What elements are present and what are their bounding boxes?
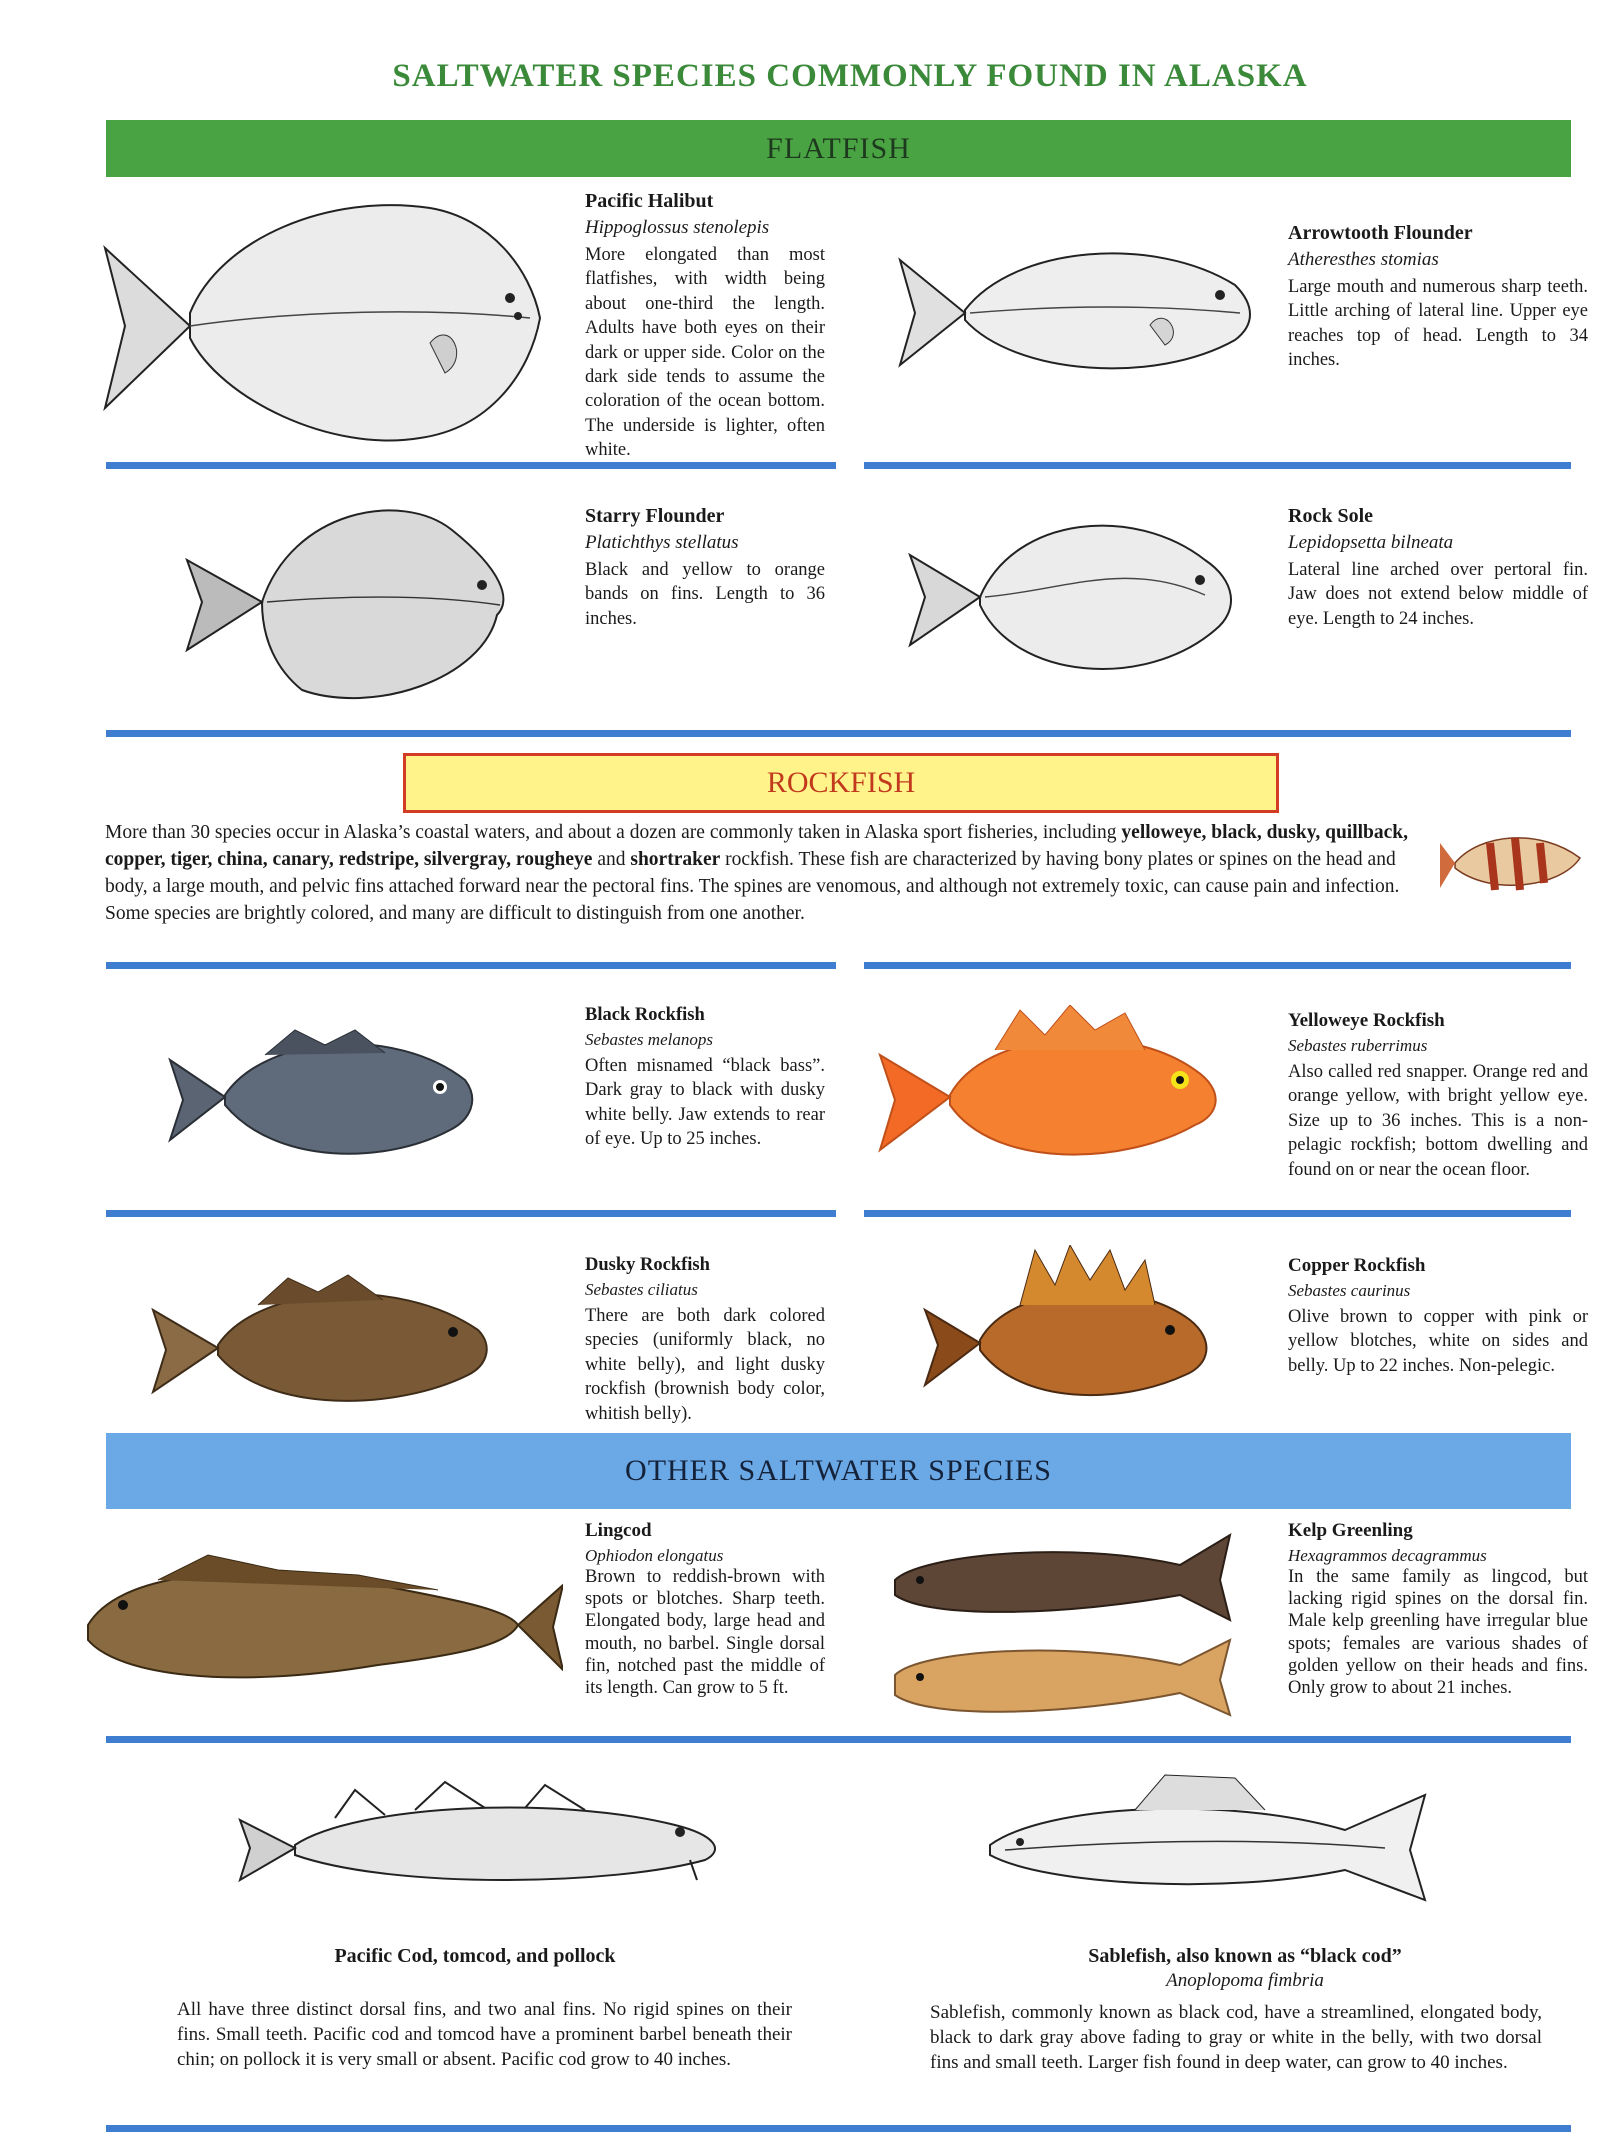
species-starry-flounder [585, 505, 825, 631]
divider-rule [864, 1210, 1571, 1217]
section-rockfish: ROCKFISH [403, 753, 1279, 813]
species-yelloweye-rockfish [1288, 1010, 1588, 1182]
intro-species-list: yelloweye, black, dusky, quillback, copper, tiger, china, canary, redstripe, silvergray, rougheye [105, 822, 1409, 870]
species-kelp-greenling [1288, 1520, 1588, 1699]
species-description: There are both dark colored species (uniformly black, no white belly), and light dusky rockfish (brownish body color, whitish belly). [585, 1306, 825, 1424]
species-pacific-cod [177, 1997, 792, 2072]
species-name: Copper Rockfish [1288, 1255, 1426, 1276]
rock-sole-illustration [905, 500, 1245, 695]
species-name: Lingcod [585, 1520, 652, 1541]
species-name: Arrowtooth Flounder [1288, 222, 1473, 244]
species-sablefish-title [935, 1945, 1555, 1996]
species-scientific-name: Sebastes ruberrimus [1288, 1036, 1428, 1055]
species-scientific-name: Platichthys stellatus [585, 532, 739, 553]
copper-rockfish-illustration [920, 1245, 1220, 1410]
species-name: Dusky Rockfish [585, 1255, 710, 1275]
kelp-greenling-illustration [890, 1525, 1235, 1725]
species-scientific-name: Ophiodon elongatus [585, 1546, 724, 1565]
arrowtooth-flounder-illustration [895, 225, 1260, 395]
species-lingcod [585, 1520, 825, 1699]
species-name: Black Rockfish [585, 1005, 705, 1025]
species-description: More elongated than most flatfishes, with width being about one-third the length. Adults have both eyes on their dark or upper side. Color on the dark side tends to assume the coloration of the ocean bottom. The underside is lighter, often white. [585, 245, 825, 461]
species-description: Sablefish, commonly known as black cod, have a streamlined, elongated body, black to dark gray above fading to gray or white in the belly, with two dorsal fins and small teeth. Larger fish found in deep water, can grow to 40 inches. [930, 2002, 1542, 2074]
species-black-rockfish [585, 1005, 825, 1152]
species-description: Large mouth and numerous sharp teeth. Little arching of lateral line. Upper eye reaches top of head. Length to 34 inches. [1288, 277, 1588, 371]
divider-rule [106, 1210, 836, 1217]
species-description: Brown to reddish-brown with spots or blotches. Sharp teeth. Elongated body, large head and mouth, no barbel. Single dorsal fin, notched past the middle of its length. Can grow to 5 ft. [585, 1567, 825, 1698]
species-name: Sablefish, also known as “black cod” [1088, 1945, 1402, 1967]
species-name: Pacific Cod, tomcod, and pollock [334, 1945, 616, 1967]
section-flatfish: FLATFISH [106, 120, 1571, 177]
species-sablefish [930, 2000, 1542, 2075]
species-name: Kelp Greenling [1288, 1520, 1413, 1541]
species-scientific-name: Hippoglossus stenolepis [585, 217, 770, 238]
species-copper-rockfish [1288, 1255, 1588, 1378]
species-scientific-name: Sebastes caurinus [1288, 1281, 1411, 1300]
divider-rule [106, 462, 836, 469]
species-description: In the same family as lingcod, but lacking rigid spines on the dorsal fin. Male kelp greenling have irregular blue spots; females are various shades of golden yellow on their heads and fins. Only grow to about 21 inches. [1288, 1567, 1588, 1698]
divider-rule [106, 962, 836, 969]
species-description: All have three distinct dorsal fins, and two anal fins. No rigid spines on their fins. Small teeth. Pacific cod and tomcod have a prominent barbel beneath their chin; on pollock it is very small or absent. Pacific cod grow to 40 inches. [177, 1999, 792, 2071]
rockfish-intro [105, 820, 1425, 928]
species-rock-sole [1288, 505, 1588, 631]
divider-rule [864, 962, 1571, 969]
rockfish-thumbnail-illustration [1440, 818, 1590, 903]
divider-rule [106, 730, 1571, 737]
sablefish-illustration [985, 1770, 1430, 1920]
species-scientific-name: Sebastes melanops [585, 1030, 713, 1049]
species-scientific-name: Sebastes ciliatus [585, 1280, 698, 1299]
species-scientific-name: Atheresthes stomias [1288, 249, 1439, 270]
species-description: Olive brown to copper with pink or yellow blotches, white on sides and belly. Up to 22 inches. Non-pelegic. [1288, 1307, 1588, 1376]
species-description: Black and yellow to orange bands on fins. Length to 36 inches. [585, 560, 825, 629]
species-name: Yelloweye Rockfish [1288, 1010, 1445, 1031]
divider-rule [106, 1736, 1571, 1743]
intro-text: rockfish. These fish are characterized by having bony plates or spines on the head and body, a large mouth, and pelvic fins attached forward near the pectoral fins. The spines are venomous, and although not extremely toxic, can cause pain and infection. Some species are brightly colored, and many are difficult to distinguish from one another. [105, 848, 1400, 924]
divider-rule [106, 2125, 1571, 2132]
pacific-halibut-illustration [100, 198, 545, 453]
species-pacific-halibut [585, 190, 825, 463]
species-name: Rock Sole [1288, 505, 1373, 527]
black-rockfish-illustration [165, 1025, 485, 1170]
species-name: Pacific Halibut [585, 190, 714, 212]
intro-text: and [592, 848, 631, 870]
yelloweye-rockfish-illustration [875, 1005, 1240, 1180]
species-scientific-name: Hexagrammos decagrammus [1288, 1546, 1487, 1565]
pacific-cod-illustration [235, 1770, 730, 1905]
species-dusky-rockfish [585, 1255, 825, 1426]
species-scientific-name: Anoplopoma fimbria [1166, 1970, 1324, 1991]
species-description: Lateral line arched over pertoral fin. Jaw does not extend below middle of eye. Length to 24 inches. [1288, 560, 1588, 629]
species-name: Starry Flounder [585, 505, 725, 527]
dusky-rockfish-illustration [148, 1270, 498, 1420]
species-description: Also called red snapper. Orange red and orange yellow, with bright yellow eye. Size up to 36 inches. This is a non-pelagic rockfish; bottom dwelling and found on or near the ocean floor. [1288, 1062, 1588, 1180]
page-title: SALTWATER SPECIES COMMONLY FOUND IN ALASKA [392, 58, 1308, 94]
lingcod-illustration [78, 1545, 563, 1705]
species-scientific-name: Lepidopsetta bilneata [1288, 532, 1454, 553]
species-description: Often misnamed “black bass”. Dark gray to black with dusky white belly. Jaw extends to rear of eye. Up to 25 inches. [585, 1056, 825, 1150]
species-pacific-cod-title [150, 1945, 800, 1972]
starry-flounder-illustration [182, 490, 512, 715]
section-other-saltwater: OTHER SALTWATER SPECIES [106, 1433, 1571, 1509]
intro-text: More than 30 species occur in Alaska’s coastal waters, and about a dozen are commonly taken in Alaska sport fisheries, including [105, 822, 1122, 843]
species-arrowtooth-flounder [1288, 222, 1588, 373]
intro-species-shortraker: shortraker [630, 848, 721, 870]
divider-rule [864, 462, 1571, 469]
